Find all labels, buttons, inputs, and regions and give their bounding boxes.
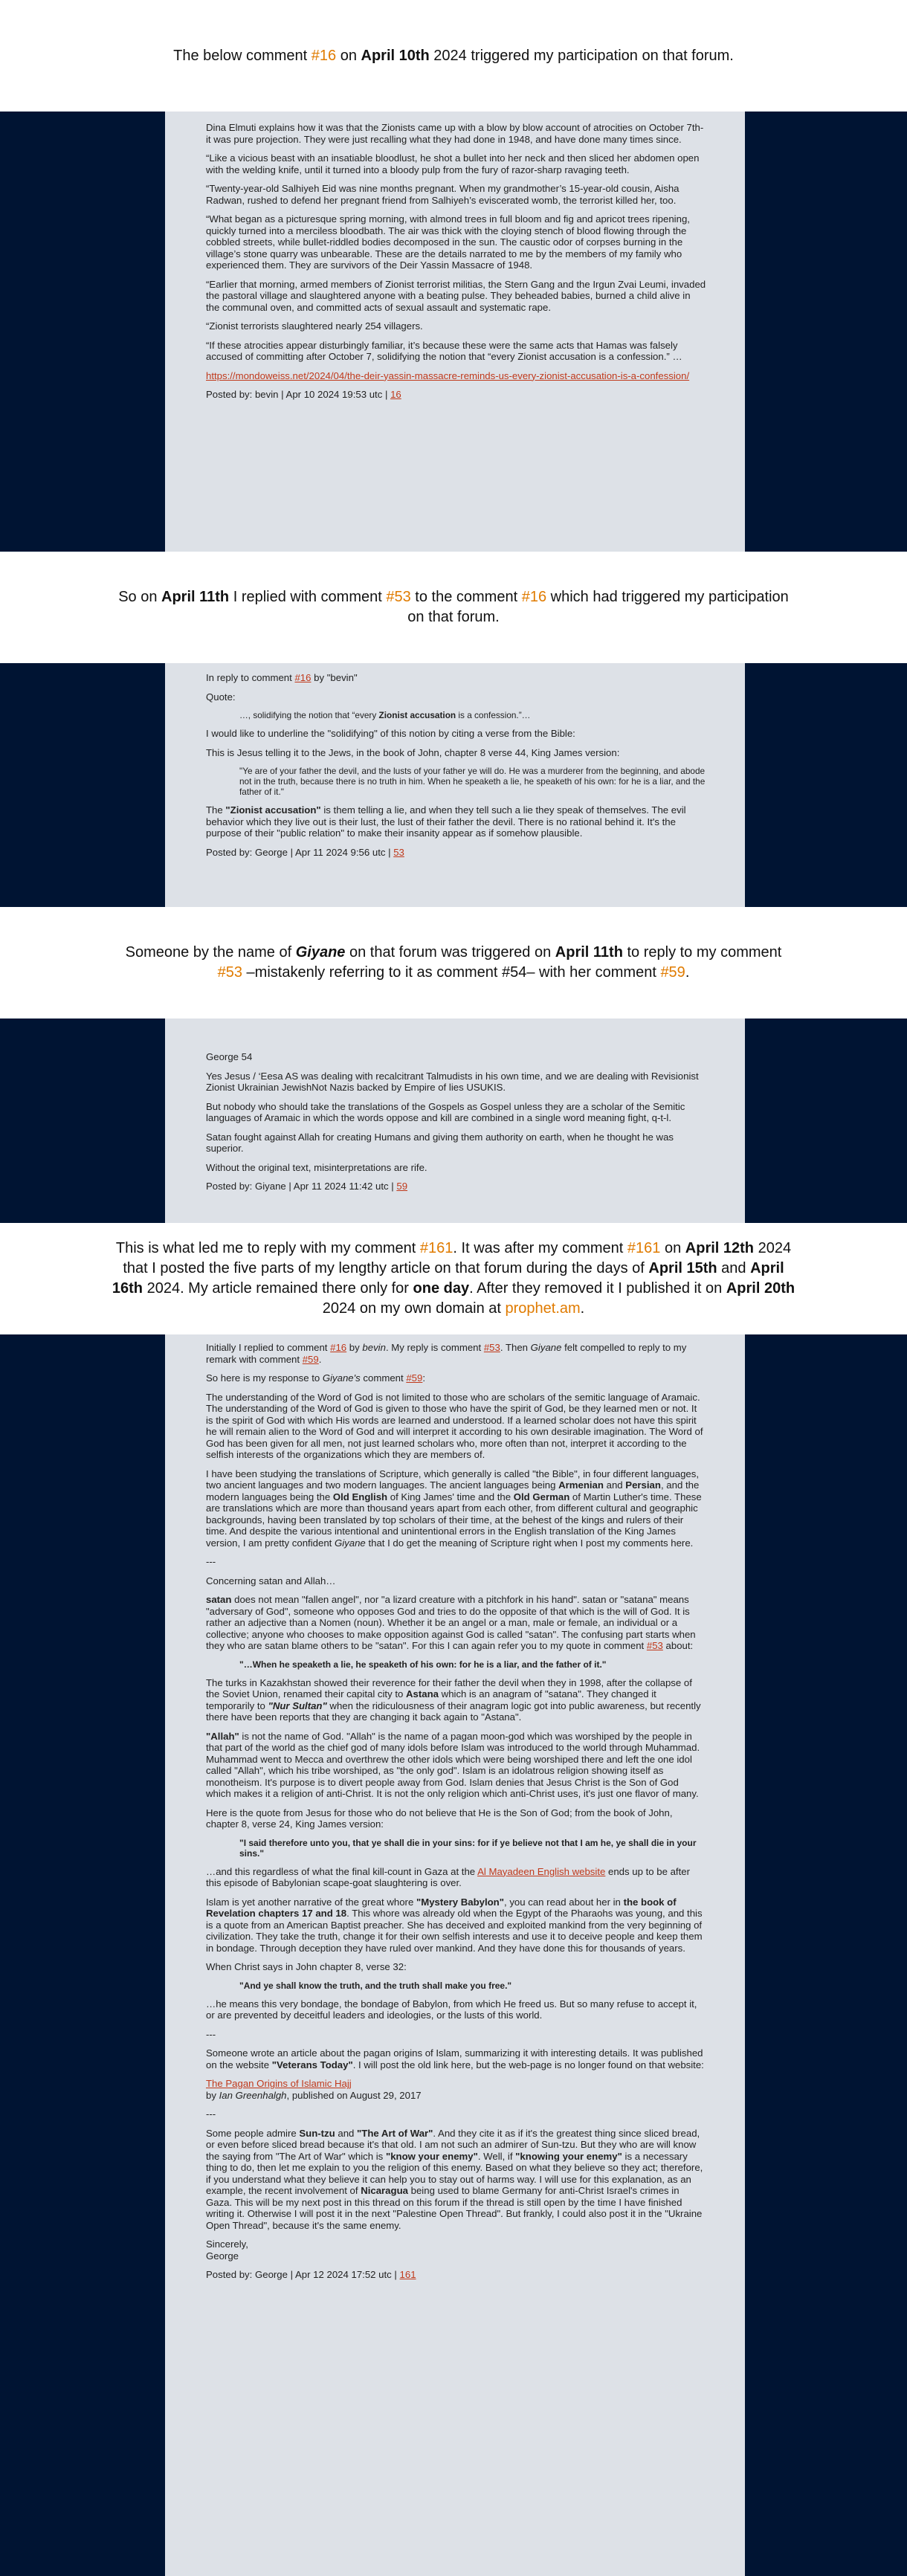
- text: being used to blame Germany for anti-Christ Israel's crimes in Gaza. This will be my next post in this thread on this forum if the thread is still open by the time I have finished writing it. Otherwise I will post it in the next "Palestine Open Thread". But frankly, I could also post it in the "Ukraine Open Thread", because it's the same enemy.: [206, 2185, 703, 2231]
- signoff: [206, 2238, 706, 2262]
- bold-text: satan: [206, 1594, 232, 1605]
- verse-quote: "Ye are of your father the devil, and the lusts of your father ye will do. He was a murderer from the beginning, and abode not in the truth, because there is no truth in him. When he speaketh a lie, he speaketh of his own: for he is a liar, and the father of it.": [239, 766, 706, 797]
- text: . I will post the old link here, but the web-page is no longer found on that website:: [352, 2059, 704, 2070]
- caption-text: I replied with comment: [229, 589, 387, 605]
- paragraph: [206, 1866, 706, 1889]
- paragraph: I would like to underline the "solidifying" of this notion by citing a verse from the Bible:: [206, 728, 575, 739]
- separator: ---: [206, 2108, 216, 2120]
- caption-text: The below comment: [173, 47, 312, 64]
- text: Initially I replied to comment: [206, 1342, 331, 1353]
- text: I have been studying the translations of Scripture, which generally is called "the Bible", in four different languages, two ancient languages and two modern languages. The ancient languages being: [206, 1468, 700, 1491]
- text: , published on August 29, 2017: [286, 2089, 422, 2101]
- paragraph: “Twenty-year-old Salhiyeh Eid was nine months pregnant. When my grandmother’s 15-year-old cousin, Aisha Radwan, rushed to defend her pregnant friend from Salhiyeh’s eviscerated womb, the terrorist killed her, too.: [206, 183, 680, 206]
- comment-ref: #16: [311, 47, 337, 64]
- pagan-origins-link[interactable]: The Pagan Origins of Islamic Hajj: [206, 2078, 352, 2089]
- text: Someone wrote an article about the pagan origins of Islam, summarizing it with interesting details. It was published on the website: [206, 2047, 703, 2070]
- paragraph: …he means this very bondage, the bondage of Babylon, from which He freed us. But so many refuse to accept it, or are prevented by deceitful leaders and ideologies, or the lusts of this world.: [206, 1998, 697, 2021]
- caption-text: 2024. My article remained there only for: [143, 1280, 413, 1297]
- caption-2-text: [112, 587, 795, 627]
- text: :: [422, 1372, 426, 1384]
- text: ends up to be after this episode of Babylonian scape-goat slaughtering is over.: [206, 1865, 690, 1888]
- comment-161: [165, 1334, 745, 2576]
- caption-1: [0, 0, 907, 112]
- text: In reply to comment: [206, 672, 295, 683]
- comment-band-161: [0, 1334, 907, 2576]
- comment-band-16: [0, 112, 907, 552]
- caption-date: April 16th: [112, 1260, 784, 1297]
- paragraph: George 54: [206, 1051, 253, 1062]
- paragraph: [206, 804, 706, 839]
- paragraph: The understanding of the Word of God is not limited to those who are scholars of the semitic language of Aramaic. The understanding of the Word of God is given to those who have the spirit of God, be they learned men or not. It is the spirit of God with which His words are learned and understood. If a learned scholar does not have this spirit he will remain alien to the Word of God and will interpret it according to his own desirable imagination. The Word of God has been given for all men, not just learned scholars who, more often than not, interpret it according to the selfish interests of the organizations which they are members of.: [206, 1391, 703, 1460]
- caption-date: April 10th: [361, 47, 430, 64]
- paragraph: [206, 1677, 706, 1723]
- comment-link[interactable]: #16: [294, 672, 312, 683]
- caption-text: This is what led me to reply with my comment: [115, 1240, 420, 1256]
- footer-text: Posted by: Giyane | Apr 11 2024 11:42 utc |: [206, 1181, 397, 1192]
- paragraph: This is Jesus telling it to the Jews, in the book of John, chapter 8 verse 44, King James version:: [206, 746, 620, 758]
- bold-text: "The Art of War": [357, 2127, 433, 2139]
- username: Giyane: [334, 1537, 366, 1549]
- bold-text: "Zionist accusation": [225, 804, 321, 816]
- paragraph: [206, 2047, 706, 2070]
- text: is not the name of God. "Allah" is the name of a pagan moon-god which was worshiped by the people in that part of the world as the chief god of many idols before Islam was introduced to the world through Muhammad. Muhammad went to Mecca and overthrew the other idols which were being worshiped there and left the one idol called "Allah", which his tribe worshiped, as "the only god". Islam is an idolatrous religion showing itself as monotheism. It's purpose is to divert people away from God. Islam denies that Jesus Christ is the Son of God which makes it a religion of anti-Christ. It is not the only religion which anti-Christ uses, it's just one flavor of many.: [206, 1730, 700, 1799]
- text: . My reply is comment: [385, 1342, 484, 1353]
- paragraph: Dina Elmuti explains how it was that the Zionists came up with a blow by blow account of atrocities on October 7th- it was pure projection. They were just recalling what they had done in 1948, and have done many times since.: [206, 122, 704, 145]
- paragraph: Yes Jesus / ‘Eesa AS was dealing with recalcitrant Talmudists in his own time, and we are dealing with Revisionist Zionist Ukrainian JewishNot Nazis backed by Empire of lies USUKIS.: [206, 1070, 699, 1093]
- username: bevin: [362, 1342, 386, 1353]
- caption-text: .: [580, 1300, 585, 1317]
- caption-text: on: [660, 1240, 685, 1256]
- paragraph: Here is the quote from Jesus for those who do not believe that He is the Son of God; from the book of John, chapter 8, verse 24, King James version:: [206, 1807, 673, 1830]
- intro-line: [206, 1342, 706, 1365]
- text: Some people admire: [206, 2127, 300, 2139]
- comment-16: [165, 112, 745, 552]
- text: . Then: [500, 1342, 531, 1353]
- caption-text: to the comment: [410, 589, 522, 605]
- paragraph: Satan fought against Allah for creating Humans and giving them authority on earth, when he thought he was superior.: [206, 1131, 674, 1154]
- separator: ---: [206, 1556, 216, 1567]
- paragraph: [206, 1731, 706, 1800]
- caption-text: . After they removed it I published it on: [469, 1280, 726, 1297]
- bold-text: "Allah": [206, 1730, 239, 1742]
- post-footer: [206, 2269, 706, 2281]
- bold-text: Nicaragua: [361, 2185, 408, 2196]
- bold-text: Sun-tzu: [299, 2127, 335, 2139]
- caption-text: Someone by the name of: [125, 944, 296, 961]
- text: that I do get the meaning of Scripture right when I post my comments here.: [365, 1537, 694, 1549]
- bold-text: "Mystery Babylon": [416, 1896, 504, 1908]
- comment-link[interactable]: #59: [406, 1372, 423, 1384]
- caption-text: So on: [118, 589, 162, 605]
- caption-3: [0, 907, 907, 1019]
- comment-ref: #53: [386, 589, 411, 605]
- al-mayadeen-link[interactable]: Al Mayadeen English website: [477, 1865, 606, 1877]
- bold-text: "knowing your enemy": [515, 2150, 622, 2162]
- response-line: [206, 1372, 706, 1384]
- paragraph: [206, 370, 706, 382]
- caption-text: 2024 that I posted the five parts of my lengthy article on that forum during the days of: [123, 1240, 792, 1276]
- caption-4-text: [112, 1239, 795, 1319]
- reply-line: [206, 672, 706, 684]
- username: Giyane's: [322, 1372, 361, 1384]
- comment-link[interactable]: #16: [330, 1342, 347, 1353]
- domain-link[interactable]: prophet.am: [505, 1300, 581, 1317]
- text: .: [318, 1353, 322, 1365]
- caption-text: on: [336, 47, 361, 64]
- separator: ---: [206, 2028, 216, 2040]
- paragraph: “If these atrocities appear disturbingly familiar, it’s because these were the same acts that Hamas was falsely accused of committing after October 7, solidifying the notion that “every Zionist accusation is a confession.” …: [206, 339, 682, 362]
- caption-text: . It was after my comment: [453, 1240, 627, 1256]
- text: , and the modern languages being the: [206, 1479, 700, 1502]
- comment-link[interactable]: #59: [302, 1353, 319, 1365]
- footer-text: Posted by: George | Apr 12 2024 17:52 utc |: [206, 2269, 400, 2280]
- paragraph: But nobody who should take the translations of the Gospels as Gospel unless they are a scholar of the Semitic languages of Aramaic in which the words oppose and kill are combined in a single word meaning fight, q-t-l.: [206, 1100, 685, 1123]
- caption-3-text: [112, 943, 795, 983]
- mondoweiss-link[interactable]: https://mondoweiss.net/2024/04/the-deir-yassin-massacre-reminds-us-every-zionist-accusation-is-a-confession/: [206, 369, 690, 381]
- text: . And they cite it as if it's the greatest thing since sliced bread, or even before sliced bread because it's that old. I am not such an admirer of Sun-tzu. But they who are will know the saying from "The Art of War" which is: [206, 2127, 700, 2162]
- paragraph: [206, 1468, 706, 1549]
- comment-59: [165, 1019, 745, 1223]
- paragraph: “Earlier that morning, armed members of Zionist terrorist militias, the Stern Gang and the Irgun Zvai Leumi, invaded the pastoral village and slaughtered anyone with a beating pulse. They beheaded babies, burned a child alive in the communal oven, and committed acts of sexual assault and systematic rape.: [206, 278, 706, 313]
- bold-text: "Nur Sultan": [268, 1699, 327, 1711]
- text: does not mean "fallen angel", nor "a lizard creature with a pitchfork in his hand". satan or "satana" means "adversary of God", someone who opposes God and tries to do the opposite of that which is the will of God. It is rather an adjective than a Nomen (noun). Whether it be an angel or a man, male or female, an individual or a collective; anyone who chooses to make opposition against God is called "satan". The confusing part starts when they who are satan blame others to be "satan". For this I can again refer you to my quote in comment: [206, 1594, 696, 1651]
- paragraph: [206, 2078, 706, 2101]
- caption-2: [0, 552, 907, 663]
- caption-text: –mistakenly referring to it as comment #54– with her comment: [242, 964, 661, 981]
- text: and: [335, 2127, 358, 2139]
- quote-label: Quote:: [206, 691, 236, 703]
- comment-link[interactable]: #53: [483, 1342, 500, 1353]
- bold-quote: "I said therefore unto you, that ye shall die in your sins: for if ye believe not that I am he, ye shall die in your sins.": [239, 1837, 697, 1859]
- comment-ref: #59: [660, 964, 685, 981]
- paragraph: [206, 1594, 706, 1652]
- comment-ref: #161: [627, 1240, 661, 1256]
- text: comment: [360, 1372, 407, 1384]
- signature: George: [206, 2250, 239, 2262]
- bold-quote: "…When he speaketh a lie, he speaketh of his own: for he is a liar, and the father of it.": [239, 1659, 607, 1670]
- text: The: [206, 804, 226, 816]
- bold-text: "know your enemy": [385, 2150, 478, 2162]
- bold-text: Old English: [332, 1491, 388, 1502]
- paragraph: Concerning satan and Allah…: [206, 1575, 336, 1586]
- caption-1-text: [173, 46, 734, 66]
- caption-text: on that forum was triggered on: [345, 944, 555, 961]
- post-footer: [206, 389, 706, 401]
- text: Sincerely,: [206, 2238, 248, 2250]
- paragraph: [206, 2128, 706, 2232]
- permalink[interactable]: 16: [390, 389, 401, 400]
- text: when the ridiculousness of their anagram logic got into public awareness, but recently there have been reports that they are changing it back again to "Astana".: [206, 1699, 701, 1723]
- caption-date: April 15th: [648, 1260, 717, 1276]
- caption-text: to reply to my comment: [622, 944, 782, 961]
- text: and: [603, 1479, 626, 1491]
- text: by "bevin": [311, 672, 358, 683]
- permalink[interactable]: 59: [396, 1181, 408, 1192]
- comment-53: [165, 663, 745, 907]
- caption-text: which had triggered my participation on that forum.: [407, 589, 789, 625]
- footer-text: Posted by: bevin | Apr 10 2024 19:53 utc |: [206, 389, 391, 400]
- bold-quote: "And ye shall know the truth, and the truth shall make you free.": [239, 1980, 512, 1991]
- bold-text: Persian: [625, 1479, 661, 1491]
- text: …, solidifying the notion that “every: [239, 710, 379, 720]
- comment-band-53: [0, 663, 907, 907]
- permalink[interactable]: 161: [399, 2269, 416, 2280]
- paragraph: [206, 1897, 706, 1954]
- comment-ref: #161: [419, 1240, 454, 1256]
- paragraph: When Christ says in John chapter 8, verse 32:: [206, 1961, 407, 1972]
- caption-text: 2024 on my own domain at: [322, 1300, 506, 1317]
- text: So here is my response to: [206, 1372, 323, 1384]
- text: is them telling a lie, and when they tell such a lie they speak of themselves. The evil behavior which they live out is their lust, the lust of their father the devil. There is no rational behind it. It's the purpose of their "public relation" to make their insanity appear as if somehow plausible.: [206, 804, 686, 839]
- text: …and this regardless of what the final kill-count in Gaza at the: [206, 1865, 478, 1877]
- comment-link[interactable]: #53: [646, 1640, 663, 1651]
- paragraph: Without the original text, misinterpretations are rife.: [206, 1161, 427, 1173]
- quote-block: [239, 710, 706, 720]
- text: which is an anagram of "satana". They changed it temporarily to: [206, 1688, 656, 1711]
- bold-text: Astana: [406, 1688, 439, 1699]
- caption-date: April 11th: [555, 944, 623, 961]
- bold-text: "Veterans Today": [271, 2059, 353, 2070]
- caption-date: April 12th: [685, 1240, 755, 1256]
- text: of Martin Luther's time. These are translations which are more than thousand years apart from each other, from different cultural and geographic backgrounds, having been translated by top scholars of their time, at the behest of the kings and rulers of their time. And despite the various intentional and unintentional errors in the English translation of the King James version, I am pretty confident: [206, 1491, 702, 1549]
- username: Giyane: [530, 1342, 562, 1353]
- paragraph: “What began as a picturesque spring morning, with almond trees in full bloom and fig and apricot trees ripening, quickly turned into a merciless bloodbath. The air was thick with the cloying stench of blood flowing through the cobbled streets, while bullet-riddled bodies decomposed in the sun. The caustic odor of corpses burning in the village’s stone quarry was unbearable. These are the details narrated to me by the members of my family who experienced them. They are survivors of the Deir Yassin Massacre of 1948.: [206, 213, 690, 271]
- caption-text: and: [717, 1260, 751, 1276]
- caption-emphasis: one day: [413, 1280, 470, 1297]
- text: . This whore was already old when the Egypt of the Pharaohs was young, and this is a quote from an American Baptist preacher. She has deceived and exploited mankind from the very beginning of civilization. They take the truth, change it for their own selfish interests and use it to deceive people and keep them in bondage. Through deception they have ruled over mankind. And they have done this for thousands of years.: [206, 1908, 703, 1954]
- caption-text: .: [685, 964, 690, 981]
- post-footer: [206, 847, 706, 859]
- text: is a confession.”…: [456, 710, 531, 720]
- caption-text: 2024 triggered my participation on that forum.: [429, 47, 734, 64]
- text: , you can read about her in: [504, 1896, 624, 1908]
- text: felt compelled to reply to my remark with comment: [206, 1342, 687, 1365]
- text: The turks in Kazakhstan showed their reverence for their father the devil when they in 1998, after the collapse of the Soviet Union, renamed their capital city to: [206, 1676, 692, 1699]
- caption-date: April 11th: [161, 589, 230, 605]
- caption-4: [0, 1223, 907, 1334]
- permalink[interactable]: 53: [393, 846, 404, 858]
- bold-text: Armenian: [558, 1479, 604, 1491]
- text: about:: [662, 1640, 694, 1651]
- bold-text: the book of Revelation chapters 17 and 18: [206, 1896, 677, 1919]
- text: by: [346, 1342, 363, 1353]
- comment-ref: #16: [521, 589, 547, 605]
- comment-band-59: [0, 1019, 907, 1223]
- text: . Well, if: [477, 2150, 516, 2162]
- footer-text: Posted by: George | Apr 11 2024 9:56 utc |: [206, 846, 394, 858]
- post-footer: [206, 1181, 706, 1192]
- text: Islam is yet another narrative of the great whore: [206, 1896, 416, 1908]
- comment-ref: #53: [217, 964, 242, 981]
- paragraph: “Like a vicious beast with an insatiable bloodlust, he shot a bullet into her neck and then sliced her abdomen open with the welding knife, until it turned into a bloody pulp from the fury of razor-sharp ravaging teeth.: [206, 152, 700, 175]
- text: of King James' time and the: [387, 1491, 514, 1502]
- caption-name: Giyane: [295, 944, 346, 961]
- bold-text: Zionist accusation: [378, 710, 456, 720]
- bold-text: Old German: [513, 1491, 570, 1502]
- paragraph: “Zionist terrorists slaughtered nearly 254 villagers.: [206, 320, 423, 332]
- text: is a necessary thing to do, then let me explain to you the religion of this enemy. Based on what they believe so they act; therefore, if you understand what they believe it can help you to stay out of harms way. I will use for this explanation, as an example, the recent involvement of: [206, 2150, 703, 2196]
- caption-date: April 20th: [726, 1280, 795, 1297]
- text: by: [206, 2089, 219, 2101]
- author-name: Ian Greenhalgh: [219, 2089, 287, 2101]
